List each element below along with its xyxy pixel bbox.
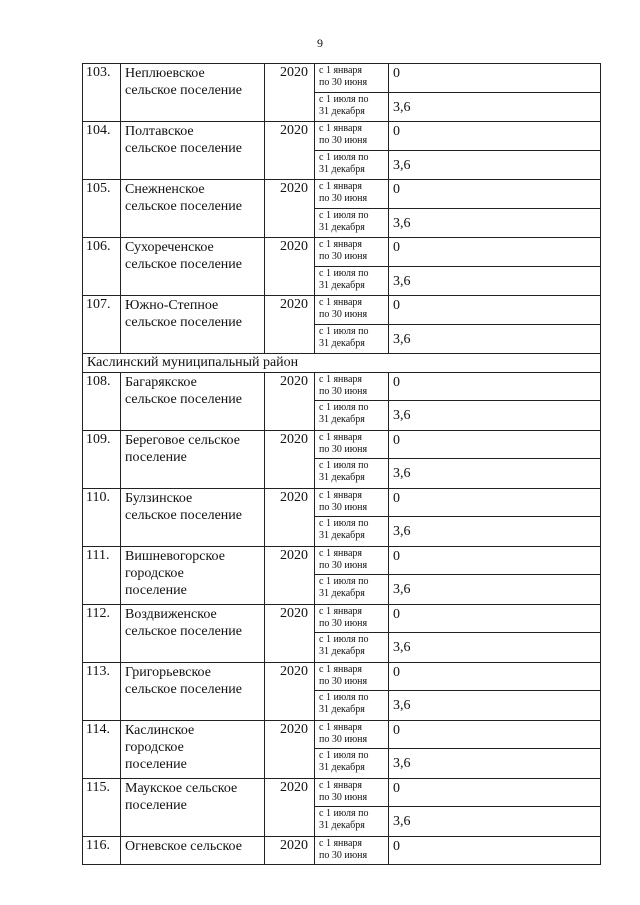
text-line: 31 декабря	[319, 280, 365, 291]
text-line: городское	[125, 566, 184, 581]
text-line: 31 декабря	[319, 338, 365, 349]
text-line: поселение	[125, 450, 187, 465]
text-line: с 1 июля по	[319, 210, 369, 221]
period-second	[315, 691, 389, 721]
period-first	[315, 296, 389, 325]
text-line: с 1 июля по	[319, 460, 369, 471]
year-cell: 2020	[265, 431, 315, 489]
period-second	[315, 325, 389, 354]
value-first: 0	[389, 547, 601, 575]
row-number: 103.	[83, 64, 121, 122]
text-line: 31 декабря	[319, 588, 365, 599]
value-second: 3,6	[389, 325, 601, 354]
municipality-name	[121, 663, 265, 721]
text-line: с 1 января	[319, 65, 363, 76]
text-line: 31 декабря	[319, 762, 365, 773]
municipality-name	[121, 431, 265, 489]
text-line: с 1 января	[319, 722, 363, 733]
text-line: с 1 июля по	[319, 152, 369, 163]
text-line: с 1 января	[319, 297, 363, 308]
text-line: 31 декабря	[319, 530, 365, 541]
year-cell: 2020	[265, 489, 315, 547]
text-line: с 1 июля по	[319, 518, 369, 529]
text-line: Огневское сельское	[125, 839, 242, 854]
text-line: сельское поселение	[125, 257, 242, 272]
region-title: Каслинский муниципальный район	[83, 354, 601, 373]
value-first: 0	[389, 296, 601, 325]
municipality-name	[121, 837, 265, 865]
period-first	[315, 180, 389, 209]
municipality-name	[121, 180, 265, 238]
text-line: с 1 января	[319, 374, 363, 385]
text-line: 31 декабря	[319, 164, 365, 175]
text-line: Снежненское	[125, 182, 205, 197]
text-line: с 1 июля по	[319, 94, 369, 105]
text-line: с 1 января	[319, 664, 363, 675]
year-cell: 2020	[265, 547, 315, 605]
text-line: с 1 января	[319, 606, 363, 617]
text-line: Каслинское	[125, 723, 195, 738]
text-line: с 1 января	[319, 239, 363, 250]
text-line: с 1 июля по	[319, 634, 369, 645]
period-second	[315, 151, 389, 180]
year-cell: 2020	[265, 663, 315, 721]
text-line: Южно-Степное	[125, 298, 219, 313]
value-second: 3,6	[389, 807, 601, 837]
year-cell: 2020	[265, 296, 315, 354]
period-first	[315, 431, 389, 459]
value-first: 0	[389, 663, 601, 691]
text-line: с 1 июля по	[319, 750, 369, 761]
text-line: с 1 января	[319, 432, 363, 443]
text-line: поселение	[125, 798, 187, 813]
period-second	[315, 633, 389, 663]
text-line: с 1 января	[319, 548, 363, 559]
value-first: 0	[389, 180, 601, 209]
row-number: 109.	[83, 431, 121, 489]
text-line: по 30 июня	[319, 135, 368, 146]
year-cell: 2020	[265, 721, 315, 779]
row-number: 105.	[83, 180, 121, 238]
text-line: с 1 июля по	[319, 268, 369, 279]
text-line: по 30 июня	[319, 386, 368, 397]
text-line: сельское поселение	[125, 392, 242, 407]
table-row	[83, 296, 601, 325]
table-row	[83, 122, 601, 151]
text-line: Береговое сельское	[125, 433, 240, 448]
table-row	[83, 373, 601, 401]
value-second: 3,6	[389, 401, 601, 431]
row-number: 112.	[83, 605, 121, 663]
period-second	[315, 749, 389, 779]
row-number: 113.	[83, 663, 121, 721]
text-line: сельское поселение	[125, 624, 242, 639]
period-second	[315, 517, 389, 547]
value-first: 0	[389, 64, 601, 93]
text-line: Булзинское	[125, 491, 193, 506]
table-row	[83, 431, 601, 459]
tariff-table	[82, 63, 601, 865]
text-line: Григорьевское	[125, 665, 211, 680]
period-first	[315, 373, 389, 401]
row-number: 111.	[83, 547, 121, 605]
value-first: 0	[389, 122, 601, 151]
row-number: 116.	[83, 837, 121, 865]
period-first	[315, 779, 389, 807]
text-line: с 1 января	[319, 181, 363, 192]
row-number: 104.	[83, 122, 121, 180]
row-number: 115.	[83, 779, 121, 837]
text-line: по 30 июня	[319, 618, 368, 629]
text-line: 31 декабря	[319, 414, 365, 425]
period-first	[315, 721, 389, 749]
value-second: 3,6	[389, 749, 601, 779]
region-row	[83, 354, 601, 373]
text-line: по 30 июня	[319, 444, 368, 455]
text-line: Сухореченское	[125, 240, 214, 255]
text-line: 31 декабря	[319, 472, 365, 483]
municipality-name	[121, 721, 265, 779]
period-first	[315, 238, 389, 267]
year-cell: 2020	[265, 837, 315, 865]
period-second	[315, 807, 389, 837]
text-line: Маукское сельское	[125, 781, 238, 796]
table-row	[83, 779, 601, 807]
period-first	[315, 122, 389, 151]
text-line: сельское поселение	[125, 682, 242, 697]
year-cell: 2020	[265, 122, 315, 180]
municipality-name	[121, 605, 265, 663]
text-line: по 30 июня	[319, 850, 368, 861]
municipality-name	[121, 547, 265, 605]
period-second	[315, 575, 389, 605]
text-line: с 1 января	[319, 490, 363, 501]
table-row	[83, 238, 601, 267]
row-number: 114.	[83, 721, 121, 779]
period-second	[315, 459, 389, 489]
text-line: поселение	[125, 757, 187, 772]
text-line: по 30 июня	[319, 309, 368, 320]
period-first	[315, 547, 389, 575]
year-cell: 2020	[265, 779, 315, 837]
year-cell: 2020	[265, 64, 315, 122]
text-line: Вишневогорское	[125, 549, 225, 564]
text-line: с 1 июля по	[319, 576, 369, 587]
value-second: 3,6	[389, 151, 601, 180]
value-second: 3,6	[389, 459, 601, 489]
period-second	[315, 401, 389, 431]
value-second: 3,6	[389, 691, 601, 721]
year-cell: 2020	[265, 238, 315, 296]
period-second	[315, 209, 389, 238]
value-first: 0	[389, 431, 601, 459]
text-line: Воздвиженское	[125, 607, 217, 622]
value-second: 3,6	[389, 517, 601, 547]
text-line: по 30 июня	[319, 251, 368, 262]
text-line: по 30 июня	[319, 77, 368, 88]
text-line: по 30 июня	[319, 193, 368, 204]
table-row	[83, 663, 601, 691]
period-first	[315, 837, 389, 865]
value-first: 0	[389, 238, 601, 267]
municipality-name	[121, 489, 265, 547]
municipality-name	[121, 122, 265, 180]
text-line: сельское поселение	[125, 199, 242, 214]
text-line: сельское поселение	[125, 315, 242, 330]
value-second: 3,6	[389, 93, 601, 122]
table-row	[83, 64, 601, 93]
value-first: 0	[389, 779, 601, 807]
table-row	[83, 180, 601, 209]
table-row	[83, 489, 601, 517]
period-first	[315, 605, 389, 633]
value-second: 3,6	[389, 633, 601, 663]
text-line: Полтавское	[125, 124, 194, 139]
period-second	[315, 267, 389, 296]
year-cell: 2020	[265, 373, 315, 431]
text-line: 31 декабря	[319, 222, 365, 233]
period-second	[315, 93, 389, 122]
text-line: сельское поселение	[125, 83, 242, 98]
text-line: сельское поселение	[125, 141, 242, 156]
text-line: Неплюевское	[125, 66, 205, 81]
value-first: 0	[389, 605, 601, 633]
text-line: с 1 января	[319, 838, 363, 849]
value-second: 3,6	[389, 267, 601, 296]
text-line: 31 декабря	[319, 106, 365, 117]
year-cell: 2020	[265, 605, 315, 663]
text-line: городское	[125, 740, 184, 755]
value-first: 0	[389, 721, 601, 749]
municipality-name	[121, 238, 265, 296]
period-first	[315, 489, 389, 517]
text-line: Багарякское	[125, 375, 197, 390]
municipality-name	[121, 373, 265, 431]
table-row	[83, 837, 601, 865]
value-first: 0	[389, 837, 601, 865]
text-line: с 1 января	[319, 123, 363, 134]
text-line: 31 декабря	[319, 704, 365, 715]
page-number: 9	[317, 36, 323, 50]
row-number: 106.	[83, 238, 121, 296]
value-first: 0	[389, 489, 601, 517]
text-line: сельское поселение	[125, 508, 242, 523]
text-line: с 1 июля по	[319, 326, 369, 337]
text-line: по 30 июня	[319, 502, 368, 513]
municipality-name	[121, 779, 265, 837]
value-second: 3,6	[389, 209, 601, 238]
value-second: 3,6	[389, 575, 601, 605]
period-first	[315, 64, 389, 93]
text-line: по 30 июня	[319, 560, 368, 571]
text-line: 31 декабря	[319, 820, 365, 831]
text-line: с 1 июля по	[319, 808, 369, 819]
municipality-name	[121, 296, 265, 354]
table-row	[83, 547, 601, 575]
text-line: 31 декабря	[319, 646, 365, 657]
year-cell: 2020	[265, 180, 315, 238]
table-row	[83, 605, 601, 633]
text-line: по 30 июня	[319, 676, 368, 687]
text-line: с 1 июля по	[319, 402, 369, 413]
text-line: с 1 июля по	[319, 692, 369, 703]
municipality-name	[121, 64, 265, 122]
text-line: по 30 июня	[319, 734, 368, 745]
value-first: 0	[389, 373, 601, 401]
text-line: поселение	[125, 583, 187, 598]
row-number: 107.	[83, 296, 121, 354]
text-line: по 30 июня	[319, 792, 368, 803]
period-first	[315, 663, 389, 691]
text-line: с 1 января	[319, 780, 363, 791]
row-number: 108.	[83, 373, 121, 431]
row-number: 110.	[83, 489, 121, 547]
table-row	[83, 721, 601, 749]
